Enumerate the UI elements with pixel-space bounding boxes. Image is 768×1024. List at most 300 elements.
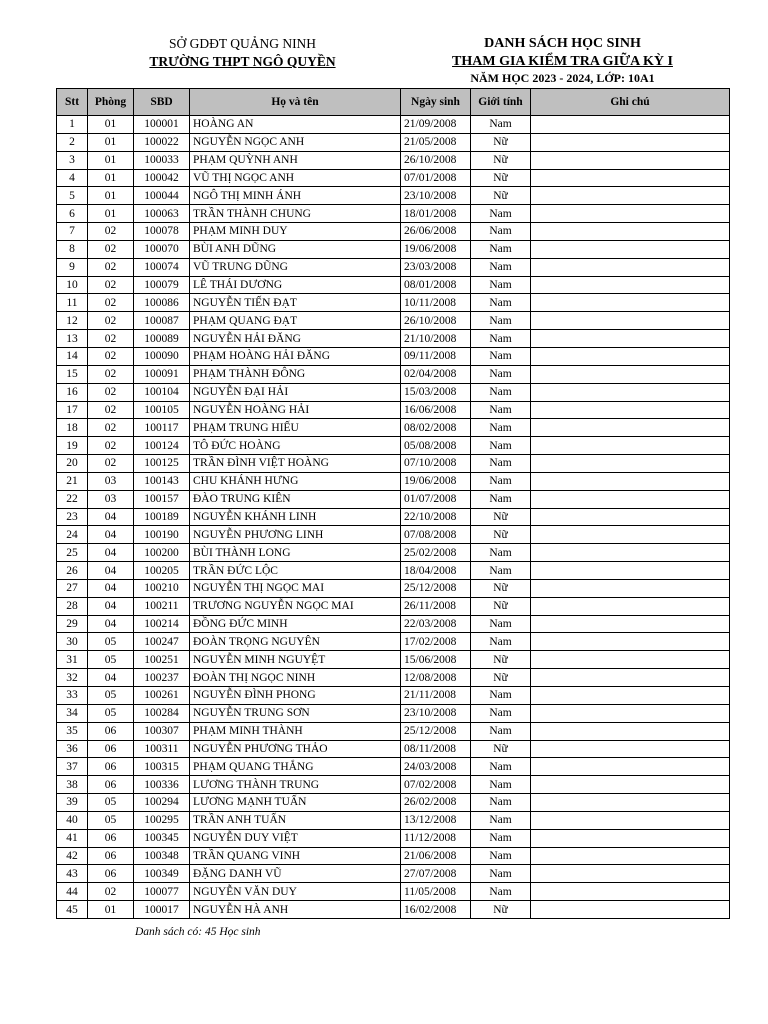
table-row [57,437,730,455]
cell-notes [531,669,730,687]
cell-notes [531,330,730,348]
cell-full-name: NGUYỄN PHƯƠNG LINH [190,526,401,544]
cell-room: 02 [88,330,134,348]
cell-room: 04 [88,597,134,615]
cell-gender: Nam [471,240,531,258]
cell-room: 01 [88,205,134,223]
table-row [57,651,730,669]
table-row [57,597,730,615]
cell-full-name: PHẠM QUỲNH ANH [190,151,401,169]
cell-sbd: 100105 [134,401,190,419]
cell-sbd: 100089 [134,330,190,348]
cell-gender: Nam [471,704,531,722]
cell-gender: Nữ [471,669,531,687]
cell-stt: 27 [57,579,88,597]
cell-stt: 17 [57,401,88,419]
footer-count-note: Danh sách có: 45 Học sinh [135,926,261,938]
cell-room: 01 [88,133,134,151]
table-row [57,829,730,847]
cell-gender: Nam [471,419,531,437]
cell-birth-date: 13/12/2008 [401,811,471,829]
cell-birth-date: 21/06/2008 [401,847,471,865]
cell-sbd: 100157 [134,490,190,508]
cell-notes [531,829,730,847]
table-row [57,455,730,473]
cell-birth-date: 22/03/2008 [401,615,471,633]
cell-gender: Nữ [471,133,531,151]
cell-birth-date: 25/12/2008 [401,722,471,740]
cell-sbd: 100345 [134,829,190,847]
cell-gender: Nữ [471,526,531,544]
cell-stt: 7 [57,223,88,241]
cell-birth-date: 25/12/2008 [401,579,471,597]
cell-sbd: 100087 [134,312,190,330]
cell-sbd: 100042 [134,169,190,187]
table-row [57,901,730,919]
cell-sbd: 100143 [134,472,190,490]
cell-room: 06 [88,847,134,865]
cell-stt: 21 [57,472,88,490]
cell-full-name: NGÔ THỊ MINH ÁNH [190,187,401,205]
cell-notes [531,240,730,258]
cell-room: 02 [88,383,134,401]
cell-sbd: 100125 [134,455,190,473]
cell-stt: 26 [57,562,88,580]
cell-notes [531,187,730,205]
cell-sbd: 100070 [134,240,190,258]
cell-full-name: BÙI ANH DŨNG [190,240,401,258]
cell-gender: Nam [471,312,531,330]
cell-room: 06 [88,829,134,847]
cell-gender: Nữ [471,597,531,615]
cell-room: 06 [88,776,134,794]
cell-full-name: NGUYỄN ĐẠI HẢI [190,383,401,401]
cell-stt: 6 [57,205,88,223]
cell-room: 06 [88,722,134,740]
table-row [57,383,730,401]
cell-gender: Nam [471,829,531,847]
cell-room: 01 [88,116,134,134]
cell-sbd: 100348 [134,847,190,865]
cell-sbd: 100237 [134,669,190,687]
cell-gender: Nam [471,330,531,348]
cell-gender: Nam [471,455,531,473]
cell-sbd: 100190 [134,526,190,544]
cell-birth-date: 17/02/2008 [401,633,471,651]
column-header-notes: Ghi chú [531,89,730,116]
cell-full-name: ĐOÀN THỊ NGỌC NINH [190,669,401,687]
table-row [57,687,730,705]
cell-room: 02 [88,240,134,258]
cell-notes [531,526,730,544]
cell-gender: Nam [471,223,531,241]
cell-birth-date: 08/11/2008 [401,740,471,758]
cell-gender: Nam [471,794,531,812]
cell-notes [531,562,730,580]
cell-notes [531,490,730,508]
cell-gender: Nam [471,633,531,651]
table-row [57,312,730,330]
column-header-gender: Giới tính [471,89,531,116]
cell-sbd: 100022 [134,133,190,151]
cell-sbd: 100104 [134,383,190,401]
cell-notes [531,633,730,651]
cell-full-name: PHẠM HOÀNG HẢI ĐĂNG [190,347,401,365]
cell-notes [531,544,730,562]
cell-sbd: 100336 [134,776,190,794]
cell-stt: 2 [57,133,88,151]
cell-sbd: 100210 [134,579,190,597]
cell-room: 03 [88,472,134,490]
cell-stt: 32 [57,669,88,687]
cell-sbd: 100349 [134,865,190,883]
cell-room: 02 [88,258,134,276]
cell-sbd: 100211 [134,597,190,615]
cell-gender: Nam [471,205,531,223]
cell-full-name: NGUYỄN THỊ NGỌC MAI [190,579,401,597]
cell-gender: Nam [471,687,531,705]
cell-sbd: 100117 [134,419,190,437]
cell-birth-date: 21/11/2008 [401,687,471,705]
cell-notes [531,740,730,758]
cell-full-name: NGUYỄN PHƯƠNG THẢO [190,740,401,758]
cell-birth-date: 07/02/2008 [401,776,471,794]
cell-stt: 42 [57,847,88,865]
cell-full-name: CHU KHÁNH HƯNG [190,472,401,490]
cell-notes [531,758,730,776]
cell-gender: Nữ [471,579,531,597]
cell-room: 04 [88,579,134,597]
cell-birth-date: 19/06/2008 [401,472,471,490]
cell-room: 01 [88,169,134,187]
cell-sbd: 100078 [134,223,190,241]
cell-birth-date: 10/11/2008 [401,294,471,312]
cell-stt: 34 [57,704,88,722]
cell-birth-date: 21/05/2008 [401,133,471,151]
cell-sbd: 100086 [134,294,190,312]
cell-stt: 28 [57,597,88,615]
cell-stt: 38 [57,776,88,794]
cell-birth-date: 24/03/2008 [401,758,471,776]
cell-birth-date: 08/02/2008 [401,419,471,437]
table-row [57,169,730,187]
cell-room: 04 [88,544,134,562]
cell-room: 03 [88,490,134,508]
cell-gender: Nam [471,722,531,740]
cell-full-name: ĐOÀN TRỌNG NGUYÊN [190,633,401,651]
cell-sbd: 100284 [134,704,190,722]
cell-full-name: NGUYỄN ĐÌNH PHONG [190,687,401,705]
cell-gender: Nam [471,758,531,776]
cell-gender: Nữ [471,169,531,187]
cell-room: 02 [88,294,134,312]
cell-notes [531,276,730,294]
cell-full-name: TRẦN QUANG VINH [190,847,401,865]
cell-gender: Nam [471,615,531,633]
cell-room: 02 [88,419,134,437]
cell-notes [531,472,730,490]
cell-full-name: NGUYỄN HÀ ANH [190,901,401,919]
table-row [57,508,730,526]
cell-birth-date: 26/06/2008 [401,223,471,241]
cell-notes [531,437,730,455]
column-header-birth-date: Ngày sinh [401,89,471,116]
cell-stt: 35 [57,722,88,740]
cell-full-name: NGUYỄN VĂN DUY [190,883,401,901]
cell-notes [531,383,730,401]
cell-sbd: 100090 [134,347,190,365]
cell-room: 04 [88,669,134,687]
cell-gender: Nam [471,383,531,401]
cell-birth-date: 07/01/2008 [401,169,471,187]
cell-notes [531,883,730,901]
cell-notes [531,847,730,865]
cell-full-name: TRẦN ĐÌNH VIỆT HOÀNG [190,455,401,473]
cell-birth-date: 11/12/2008 [401,829,471,847]
cell-gender: Nam [471,437,531,455]
cell-gender: Nam [471,116,531,134]
cell-stt: 41 [57,829,88,847]
cell-room: 04 [88,615,134,633]
cell-birth-date: 07/08/2008 [401,526,471,544]
table-header-row [57,89,730,116]
cell-sbd: 100074 [134,258,190,276]
cell-full-name: NGUYỄN DUY VIỆT [190,829,401,847]
cell-sbd: 100079 [134,276,190,294]
table-row [57,347,730,365]
cell-notes [531,401,730,419]
table-row [57,490,730,508]
cell-gender: Nữ [471,651,531,669]
cell-birth-date: 22/10/2008 [401,508,471,526]
document-title: DANH SÁCH HỌC SINH [484,36,641,51]
cell-sbd: 100247 [134,633,190,651]
cell-stt: 39 [57,794,88,812]
cell-room: 05 [88,794,134,812]
table-row [57,223,730,241]
cell-sbd: 100044 [134,187,190,205]
cell-stt: 14 [57,347,88,365]
cell-sbd: 100214 [134,615,190,633]
cell-notes [531,419,730,437]
cell-gender: Nam [471,847,531,865]
cell-stt: 22 [57,490,88,508]
cell-stt: 19 [57,437,88,455]
table-row [57,401,730,419]
cell-birth-date: 16/02/2008 [401,901,471,919]
cell-birth-date: 12/08/2008 [401,669,471,687]
cell-birth-date: 25/02/2008 [401,544,471,562]
cell-gender: Nữ [471,901,531,919]
cell-sbd: 100077 [134,883,190,901]
cell-stt: 29 [57,615,88,633]
table-row [57,722,730,740]
cell-birth-date: 21/09/2008 [401,116,471,134]
cell-notes [531,455,730,473]
cell-notes [531,508,730,526]
table-row [57,526,730,544]
cell-birth-date: 08/01/2008 [401,276,471,294]
table-body [57,116,730,919]
table-row [57,116,730,134]
table-row [57,794,730,812]
cell-stt: 11 [57,294,88,312]
cell-notes [531,294,730,312]
cell-birth-date: 23/10/2008 [401,704,471,722]
cell-full-name: TRƯƠNG NGUYỄN NGỌC MAI [190,597,401,615]
column-header-sbd: SBD [134,89,190,116]
header-left [135,35,350,71]
department-name: SỞ GDĐT QUẢNG NINH [168,36,317,51]
cell-stt: 5 [57,187,88,205]
cell-full-name: PHẠM QUANG ĐẠT [190,312,401,330]
cell-full-name: ĐỒNG ĐỨC MINH [190,615,401,633]
cell-room: 01 [88,151,134,169]
cell-room: 05 [88,687,134,705]
table-row [57,472,730,490]
cell-room: 02 [88,455,134,473]
student-roster-table [56,88,730,919]
cell-gender: Nam [471,490,531,508]
cell-notes [531,347,730,365]
cell-sbd: 100205 [134,562,190,580]
cell-birth-date: 26/10/2008 [401,151,471,169]
cell-sbd: 100307 [134,722,190,740]
cell-birth-date: 26/02/2008 [401,794,471,812]
cell-sbd: 100017 [134,901,190,919]
cell-stt: 20 [57,455,88,473]
table-row [57,776,730,794]
cell-full-name: PHẠM TRUNG HIẾU [190,419,401,437]
cell-stt: 25 [57,544,88,562]
cell-full-name: PHẠM THÀNH ĐÔNG [190,365,401,383]
cell-notes [531,169,730,187]
cell-room: 05 [88,651,134,669]
table-row [57,240,730,258]
cell-sbd: 100001 [134,116,190,134]
cell-notes [531,722,730,740]
cell-sbd: 100063 [134,205,190,223]
cell-gender: Nam [471,294,531,312]
cell-full-name: NGUYỄN KHÁNH LINH [190,508,401,526]
cell-birth-date: 05/08/2008 [401,437,471,455]
cell-full-name: ĐÀO TRUNG KIÊN [190,490,401,508]
cell-sbd: 100294 [134,794,190,812]
table-row [57,276,730,294]
cell-full-name: NGUYỄN HOÀNG HẢI [190,401,401,419]
cell-notes [531,312,730,330]
table-row [57,669,730,687]
cell-room: 06 [88,865,134,883]
cell-gender: Nam [471,276,531,294]
cell-stt: 24 [57,526,88,544]
cell-full-name: PHẠM QUANG THẮNG [190,758,401,776]
cell-birth-date: 19/06/2008 [401,240,471,258]
cell-birth-date: 23/03/2008 [401,258,471,276]
cell-room: 04 [88,526,134,544]
table-row [57,811,730,829]
cell-birth-date: 11/05/2008 [401,883,471,901]
cell-room: 05 [88,811,134,829]
cell-birth-date: 09/11/2008 [401,347,471,365]
cell-sbd: 100033 [134,151,190,169]
cell-full-name: HOÀNG AN [190,116,401,134]
cell-birth-date: 26/10/2008 [401,312,471,330]
table-row [57,187,730,205]
cell-notes [531,651,730,669]
cell-birth-date: 07/10/2008 [401,455,471,473]
cell-room: 06 [88,740,134,758]
table-row [57,740,730,758]
cell-sbd: 100251 [134,651,190,669]
cell-stt: 9 [57,258,88,276]
cell-notes [531,776,730,794]
cell-gender: Nam [471,401,531,419]
cell-notes [531,133,730,151]
table-row [57,865,730,883]
cell-sbd: 100200 [134,544,190,562]
document-subtitle: THAM GIA KIỂM TRA GIỮA KỲ I [452,54,673,69]
cell-notes [531,704,730,722]
cell-stt: 23 [57,508,88,526]
cell-full-name: NGUYỄN TIẾN ĐẠT [190,294,401,312]
cell-room: 06 [88,758,134,776]
cell-birth-date: 02/04/2008 [401,365,471,383]
cell-notes [531,687,730,705]
cell-room: 02 [88,312,134,330]
cell-stt: 13 [57,330,88,348]
cell-gender: Nam [471,776,531,794]
cell-full-name: NGUYỄN TRUNG SƠN [190,704,401,722]
cell-full-name: LƯƠNG THÀNH TRUNG [190,776,401,794]
cell-full-name: VŨ TRUNG DŨNG [190,258,401,276]
column-header-room: Phòng [88,89,134,116]
cell-full-name: TRẦN ĐỨC LỘC [190,562,401,580]
cell-notes [531,597,730,615]
cell-room: 01 [88,187,134,205]
cell-birth-date: 16/06/2008 [401,401,471,419]
cell-notes [531,615,730,633]
cell-room: 01 [88,901,134,919]
cell-stt: 3 [57,151,88,169]
cell-room: 02 [88,883,134,901]
cell-room: 02 [88,347,134,365]
table-row [57,294,730,312]
cell-stt: 16 [57,383,88,401]
cell-stt: 15 [57,365,88,383]
cell-stt: 31 [57,651,88,669]
table-row [57,151,730,169]
cell-birth-date: 21/10/2008 [401,330,471,348]
school-name: TRƯỜNG THPT NGÔ QUYỀN [149,54,336,69]
cell-gender: Nam [471,811,531,829]
cell-room: 02 [88,223,134,241]
cell-sbd: 100315 [134,758,190,776]
cell-notes [531,223,730,241]
cell-sbd: 100295 [134,811,190,829]
cell-full-name: LƯƠNG MẠNH TUẤN [190,794,401,812]
cell-notes [531,258,730,276]
cell-room: 05 [88,633,134,651]
cell-sbd: 100261 [134,687,190,705]
cell-notes [531,116,730,134]
cell-gender: Nam [471,562,531,580]
cell-notes [531,901,730,919]
table-row [57,883,730,901]
cell-gender: Nữ [471,508,531,526]
column-header-stt: Stt [57,89,88,116]
table-row [57,615,730,633]
